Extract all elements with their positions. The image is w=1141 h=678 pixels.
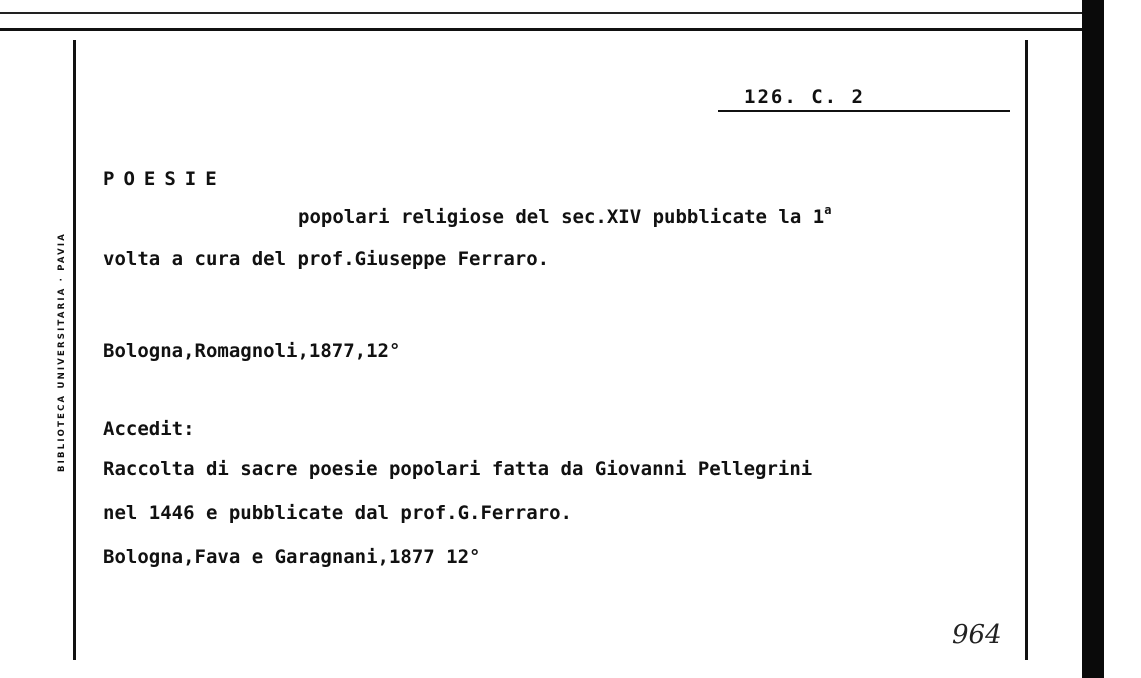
accedit-line-1: Raccolta di sacre poesie popolari fatta da Giovanni Pellegrini: [103, 458, 813, 480]
description-line-1-text: popolari religiose del sec.XIV pubblicate la 1: [298, 206, 825, 228]
top-border: [0, 28, 1085, 31]
accedit-label: Accedit:: [103, 418, 195, 440]
card-right-border: [1025, 40, 1028, 660]
description-line-1: [298, 203, 832, 230]
card-title: POESIE: [103, 168, 226, 190]
card-left-border: [73, 40, 76, 660]
ordinal-superscript: a: [824, 203, 832, 217]
imprint: Bologna,Romagnoli,1877,12°: [103, 340, 401, 362]
description-line-2: volta a cura del prof.Giuseppe Ferraro.: [103, 248, 550, 270]
top-rule: [0, 12, 1085, 14]
accedit-line-2: nel 1446 e pubblicate dal prof.G.Ferraro.: [103, 502, 572, 524]
accedit-imprint: Bologna,Fava e Garagnani,1877 12°: [103, 546, 481, 568]
scan-edge: [1082, 0, 1104, 678]
library-stamp: BIBLIOTECA UNIVERSITARIA · PAVIA: [57, 231, 67, 473]
handwritten-note: 964: [952, 620, 1002, 650]
shelfmark: 126. C. 2: [718, 86, 1010, 112]
